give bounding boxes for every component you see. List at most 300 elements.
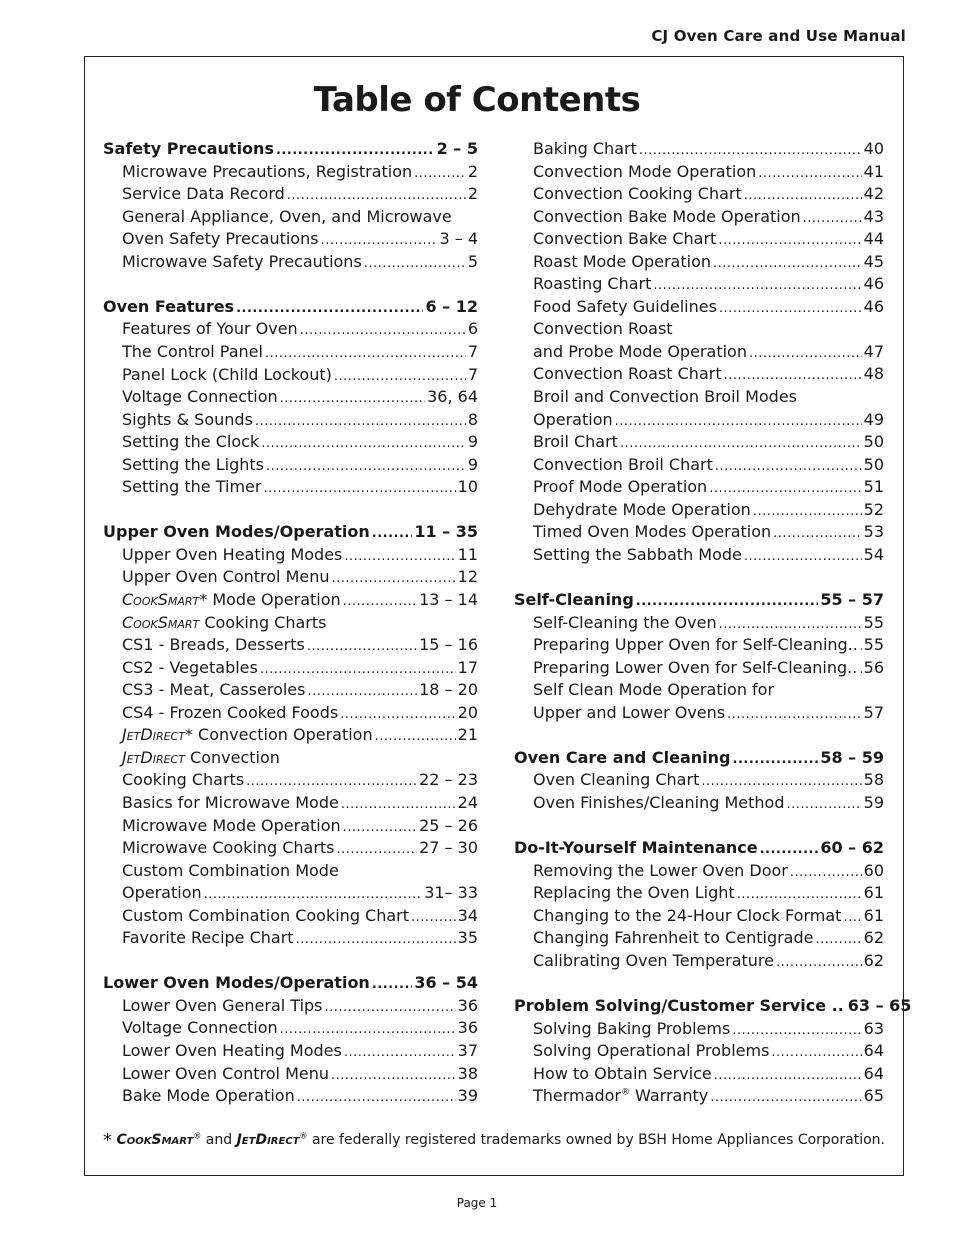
toc-entry-label [122,432,259,451]
toc-section-heading[interactable] [514,590,884,613]
toc-entry[interactable] [514,861,884,884]
toc-entry[interactable] [103,928,478,951]
toc-entry-label [122,184,285,203]
toc-entry-page: 50 [863,454,884,474]
toc-entry-text: General Appliance, Oven, and Microwave [122,206,452,226]
toc-leader-dots [296,932,456,947]
toc-entry-page: 37 [457,1041,478,1061]
toc-leader-dots [265,346,466,361]
toc-section-heading[interactable] [514,748,884,771]
toc-leader-dots [771,1045,861,1060]
toc-section [103,973,478,1108]
toc-entry-page: 40 [863,139,884,158]
toc-entry-label [533,951,774,970]
toc-heading-label: Upper Oven Modes/Operation [103,522,370,542]
page-number: Page 1 [456,1196,498,1210]
toc-leader-dots [719,301,862,316]
toc-entry-page: 54 [863,544,884,564]
toc-entry-label [533,793,785,812]
toc-entry-label [122,590,341,609]
toc-entry-label [533,364,722,383]
toc-entry-text: The Control Panel [122,341,263,361]
toc-entry-text: Microwave Mode Operation [122,815,341,835]
toc-entry[interactable] [514,342,884,365]
toc-entry-label [122,861,339,880]
toc-entry[interactable] [103,996,478,1019]
toc-entry[interactable] [103,658,478,681]
toc-entry-page: 15 – 16 [419,635,478,655]
toc-entry[interactable] [514,545,884,568]
toc-entry-label [533,297,717,316]
toc-entry-label [122,477,261,496]
toc-section-heading[interactable] [514,995,912,1019]
toc-entry-label [122,1041,342,1060]
toc-entry-text: Convection Roast [533,319,673,339]
toc-entry[interactable] [103,410,478,433]
toc-leader-dots [325,1000,456,1015]
toc-entry[interactable] [103,613,478,636]
toc-entry[interactable] [103,861,478,884]
toc-entry-text: Setting the Sabbath Mode [533,544,742,564]
toc-leader-dots [341,797,456,812]
footnote-reg-mark: ® [193,1131,202,1141]
toc-entry-page: 64 [863,1063,884,1083]
toc-entry-page: 34 [457,905,478,925]
toc-entry-brand: JetDirect [122,747,185,767]
toc-entry-text: Voltage Connection [122,387,278,407]
toc-entry-page: 50 [863,432,884,452]
toc-entry[interactable] [514,793,884,816]
toc-leader-dots [332,571,456,586]
toc-entry-label [533,1019,730,1038]
toc-leader-dots [307,684,417,699]
toc-entry-label [533,1064,712,1083]
toc-entry[interactable] [514,635,884,658]
toc-entry-page: 55 [863,612,884,632]
toc-entry-label [533,410,613,429]
toc-heading-label: Oven Care and Cleaning [514,747,731,767]
toc-entry-text: Microwave Precautions, Registration [122,161,413,181]
toc-entry-text: Baking Chart [533,139,637,158]
toc-entry[interactable] [103,252,478,275]
toc-entry-page: 46 [863,296,884,316]
toc-entry[interactable] [103,207,478,230]
toc-leader-dots [411,910,456,925]
toc-entry[interactable] [514,432,884,455]
toc-heading-label: Oven Features [103,296,235,316]
toc-entry[interactable] [103,770,478,793]
toc-entry-page: 38 [457,1063,478,1083]
footnote-reg-mark: ® [299,1131,308,1141]
toc-section-heading[interactable] [103,522,478,545]
toc-entry-label [533,184,742,203]
toc-entry[interactable] [514,184,884,207]
toc-entry-page: 6 [467,319,478,339]
toc-leader-dots [344,1045,456,1060]
toc-leader-dots [714,1068,862,1083]
toc-entry[interactable] [103,455,478,478]
toc-entry-page: 64 [863,1041,884,1061]
toc-entry-text: Lower Oven General Tips [122,995,323,1015]
toc-entry[interactable] [514,229,884,252]
toc-heading-label: Do-It-Yourself Maintenance [514,838,758,858]
toc-leader-dots [344,549,455,564]
toc-entry-text: CS4 - Frozen Cooked Foods [122,702,339,722]
toc-entry-label [122,455,264,474]
toc-entry[interactable] [514,522,884,545]
toc-entry-text: Microwave Safety Precautions [122,251,362,271]
toc-entry-text: Solving Baking Problems [533,1018,731,1038]
toc-entry-label [122,680,305,699]
toc-entry-label [533,477,707,496]
toc-entry[interactable] [103,365,478,388]
toc-entry-text: Upper and Lower Ovens [533,702,726,722]
toc-section [103,297,478,500]
toc-leader-dots [737,887,862,902]
toc-entry[interactable] [514,387,884,410]
toc-entry-label [122,658,258,677]
toc-entry-page: 44 [863,229,884,249]
toc-section-heading[interactable] [103,297,478,320]
toc-entry[interactable] [103,567,478,590]
toc-leader-dots [773,526,861,541]
toc-leader-dots [727,707,862,722]
toc-entry[interactable] [514,928,884,951]
toc-leader-dots [815,932,861,947]
toc-entry[interactable] [103,162,478,185]
toc-entry-label [122,342,263,361]
toc-leader-dots [710,1090,861,1105]
toc-heading-pages: 63 – 65 [847,995,912,1015]
toc-entry[interactable] [514,1041,884,1064]
toc-entry-label [533,342,747,361]
toc-entry-text: Convection Bake Mode Operation [533,206,801,226]
toc-entry-label [533,500,751,519]
toc-leader-dots [300,323,466,338]
toc-leader-dots [276,143,435,158]
toc-entry-text: Upper Oven Heating Modes [122,544,343,564]
toc-entry[interactable] [103,477,478,500]
toc-leader-dots [343,820,417,835]
toc-entry-label [122,319,298,338]
toc-entry[interactable] [103,1086,478,1109]
toc-leader-dots [375,729,456,744]
toc-leader-dots [732,1023,861,1038]
toc-entry[interactable] [514,139,884,162]
toc-leader-dots [776,955,862,970]
toc-entry-label [122,928,294,947]
toc-entry-label [533,613,717,632]
toc-entry-page: 62 [863,928,884,948]
toc-leader-dots [372,526,413,541]
toc-entry-text: Operation [533,409,613,429]
toc-entry[interactable] [514,252,884,275]
toc-entry-text: Custom Combination Mode [122,860,339,880]
toc-leader-dots [620,436,862,451]
toc-entry-text: Convection Roast Chart [533,364,722,384]
document-header: CJ Oven Care and Use Manual [651,27,906,45]
toc-leader-dots [636,594,819,609]
toc-entry[interactable] [514,1019,884,1042]
toc-leader-dots [414,166,466,181]
toc-entry-page: 46 [863,274,884,294]
toc-entry[interactable] [103,229,478,252]
footnote-brand-jetdirect: JetDirect [236,1132,300,1148]
toc-entry-label [122,703,338,722]
toc-leader-dots [790,865,862,880]
toc-entry-page: 36, 64 [427,387,478,407]
toc-section [514,995,912,1109]
toc-entry-label [533,770,699,789]
toc-entry-page: 39 [457,1086,478,1106]
toc-entry-label [122,1086,295,1105]
toc-entry-text: Changing Fahrenheit to Centigrade [533,928,814,948]
toc-leader-dots [615,414,862,429]
toc-entry[interactable] [103,793,478,816]
toc-entry-page: 27 – 30 [419,838,478,858]
toc-heading-pages: 55 – 57 [820,589,884,609]
toc-leader-dots [744,549,862,564]
toc-entry[interactable] [514,883,884,906]
toc-entry-page: 45 [863,251,884,271]
toc-entry[interactable] [514,207,884,230]
toc-leader-dots [749,346,862,361]
toc-entry[interactable] [103,838,478,861]
toc-entry[interactable] [103,319,478,342]
toc-entry-label [533,928,813,947]
toc-entry-label [533,658,857,677]
toc-entry-label [533,680,774,699]
toc-entry-label [533,139,637,158]
toc-leader-dots [263,481,455,496]
toc-entry-text: Cooking Charts [122,770,245,790]
toc-entry-page: 20 [457,702,478,722]
toc-entry-page: 35 [457,928,478,948]
toc-entry-label [122,816,341,835]
toc-entry-text: Proof Mode Operation [533,477,708,497]
toc-entry[interactable] [514,680,884,703]
toc-entry-text: Convection Mode Operation [533,161,757,181]
toc-entry[interactable] [514,906,884,929]
toc-entry-text: Broil and Convection Broil Modes [533,387,797,407]
toc-entry[interactable] [514,455,884,478]
trademark-footnote [84,1130,904,1151]
toc-section-heading[interactable] [103,973,478,996]
toc-entry-page: 57 [863,702,884,722]
toc-leader-dots [724,368,862,383]
toc-entry-page: 24 [457,792,478,812]
toc-entry[interactable] [103,590,478,613]
toc-leader-dots [261,436,466,451]
toc-leader-dots [331,1068,456,1083]
toc-entry[interactable] [514,613,884,636]
toc-heading-pages: 6 – 12 [425,296,478,316]
toc-section [103,139,478,274]
toc-entry-label [122,1018,278,1037]
toc-entry[interactable] [103,387,478,410]
toc-entry-text: Changing to the 24-Hour Clock Format [533,905,842,925]
toc-entry-label [122,252,362,271]
toc-entry-label [122,207,452,226]
toc-entry-text: CS3 - Meat, Casseroles [122,680,306,700]
toc-entry-page: 8 [467,409,478,429]
toc-leader-dots [260,662,456,677]
toc-entry-brand: CookSmart [122,590,200,610]
toc-entry-page: 49 [863,409,884,429]
toc-entry-text: Microwave Cooking Charts [122,838,335,858]
toc-entry-label [533,162,756,181]
toc-leader-dots [803,211,862,226]
toc-section [514,590,884,725]
toc-entry-label [122,748,280,767]
toc-entry[interactable] [514,297,884,320]
toc-entry-text: Setting the Lights [122,454,264,474]
toc-entry-label [533,207,801,226]
toc-entry-label [122,838,335,857]
toc-entry[interactable] [103,635,478,658]
toc-entry-page: 62 [863,950,884,970]
toc-entry-text: Removing the Lower Oven Door [533,860,788,880]
toc-entry-label [533,703,725,722]
toc-leader-dots [715,459,862,474]
toc-entry-label [533,455,713,474]
toc-entry[interactable] [103,342,478,365]
toc-entry[interactable] [103,748,478,771]
toc-entry[interactable] [103,725,478,748]
toc-entry-text: * Mode Operation [199,590,341,610]
toc-entry[interactable] [514,477,884,500]
toc-entry-label [533,319,673,338]
toc-entry[interactable] [103,1041,478,1064]
toc-entry[interactable] [514,658,884,681]
toc-entry-label [533,432,618,451]
toc-entry-page: 60 [863,860,884,880]
toc-leader-dots [860,639,862,654]
toc-leader-dots [859,662,861,677]
toc-entry-page: 3 – 4 [439,229,478,249]
toc-leader-dots [372,977,413,992]
toc-leader-dots [760,842,819,857]
toc-entry-page: 22 – 23 [419,770,478,790]
toc-entry-label [122,387,278,406]
toc-entry[interactable] [514,319,884,342]
toc-entry[interactable] [103,432,478,455]
toc-heading-pages: 58 – 59 [820,747,884,767]
footnote-brand-cooksmart: CookSmart [116,1132,194,1148]
toc-entry-text: Convection Bake Chart [533,229,717,249]
toc-entry-text: Upper Oven Control Menu [122,567,330,587]
toc-entry-text: Thermador [533,1086,621,1106]
toc-entry-label [533,274,651,293]
toc-entry-label [122,1064,329,1083]
toc-entry-text: Sights & Sounds [122,409,253,429]
toc-entry[interactable] [103,883,478,906]
toc-entry-text: Replacing the Oven Light [533,883,735,903]
toc-entry-text: How to Obtain Service [533,1063,712,1083]
toc-entry[interactable] [514,500,884,523]
toc-entry-text: Oven Cleaning Chart [533,770,700,790]
toc-entry-text: * Convection Operation [184,725,373,745]
toc-entry-page: 31– 33 [424,883,478,903]
toc-entry-text: Cooking Charts [199,612,327,632]
toc-leader-dots [753,504,862,519]
toc-entry[interactable] [103,1018,478,1041]
toc-entry[interactable] [103,545,478,568]
toc-entry-text: Features of Your Oven [122,319,298,339]
toc-entry-text: Dehydrate Mode Operation [533,499,751,519]
toc-entry-text: and Probe Mode Operation [533,341,747,361]
toc-entry-page: 7 [467,341,478,361]
toc-leader-dots [713,256,862,271]
toc-entry[interactable] [514,951,884,974]
toc-entry-label [533,1041,769,1060]
toc-right-column [514,139,912,1131]
toc-leader-dots [843,910,861,925]
toc-entry[interactable] [103,1064,478,1087]
toc-entry-page: 9 [467,432,478,452]
toc-entry-text: Setting the Timer [122,477,262,497]
toc-entry-label [533,635,858,654]
toc-entry[interactable] [514,770,884,793]
toc-leader-dots [343,594,417,609]
toc-entry[interactable] [103,680,478,703]
toc-entry-page: 25 – 26 [419,815,478,835]
footnote-and: and [201,1132,237,1148]
toc-section-heading[interactable] [514,838,884,861]
toc-entry[interactable] [103,703,478,726]
toc-leader-dots [266,459,466,474]
toc-section-heading[interactable] [103,139,478,162]
toc-entry-label [122,410,253,429]
toc-entry-text: Operation [122,883,202,903]
toc-entry[interactable] [514,703,884,726]
toc-entry[interactable] [514,162,884,185]
toc-entry-page: 17 [457,657,478,677]
toc-entry-page: 59 [863,792,884,812]
toc-entry-text: Timed Oven Modes Operation [533,522,772,542]
toc-leader-dots [787,797,862,812]
toc-entry[interactable] [514,274,884,297]
toc-entry-text: Preparing Lower Oven for Self-Cleaning.. [533,657,858,677]
toc-leader-dots [334,369,466,384]
toc-entry-label [122,229,319,248]
toc-entry-label [533,883,735,902]
toc-entry[interactable] [103,816,478,839]
toc-entry[interactable] [514,364,884,387]
toc-heading-label: Lower Oven Modes/Operation [103,973,370,993]
toc-entry-page: 21 [457,725,478,745]
toc-entry[interactable] [103,184,478,207]
toc-entry-text: Bake Mode Operation [122,1086,295,1106]
toc-entry-label [533,545,742,564]
toc-leader-dots [321,233,438,248]
page-title: Table of Contents [313,80,641,120]
toc-entry[interactable] [514,1086,884,1109]
toc-section [103,522,478,950]
toc-entry[interactable] [514,410,884,433]
toc-entry[interactable] [514,1064,884,1087]
toc-left-column [103,139,478,1131]
toc-heading-pages: 60 – 62 [820,838,884,858]
toc-entry-label [122,635,305,654]
toc-entry[interactable] [103,906,478,929]
toc-entry-label [533,522,771,541]
toc-section [514,838,884,973]
toc-entry-page: 36 [457,995,478,1015]
toc-entry-label [122,770,244,789]
toc-entry-page: 2 [467,184,478,204]
toc-entry-page: 12 [457,567,478,587]
